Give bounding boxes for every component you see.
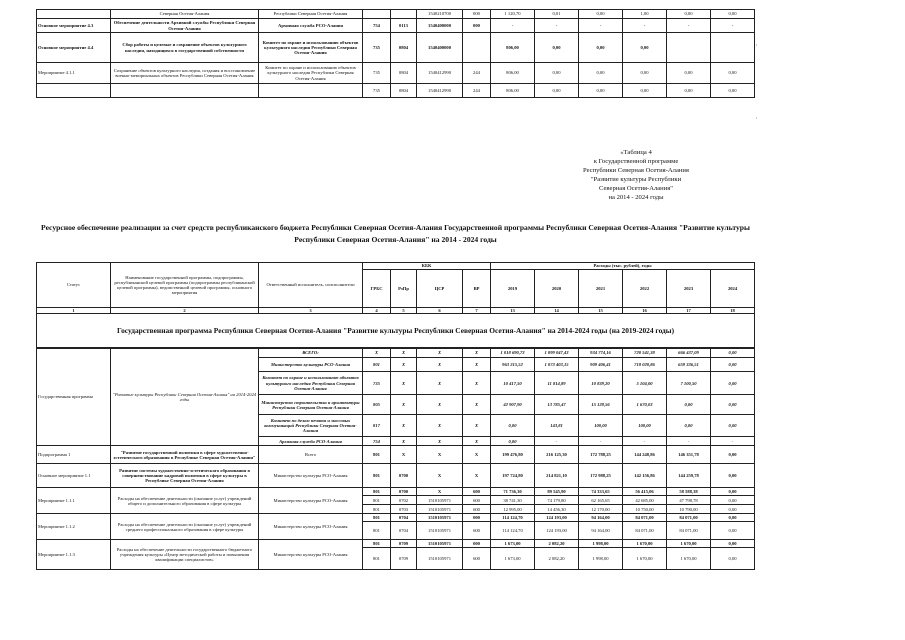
document-title: Ресурсное обеспечение реализации за счет средств республиканского бюджета Республики Северная Осетия-Алания Государственной программы Республики Северная Осетия-Алания "Развитие культуры Республики Северная Осетия-Алания" на 2014 - 2024 годы <box>41 223 750 244</box>
column-number: 6 <box>417 308 463 314</box>
table-cell: 11 814,89 <box>535 372 579 395</box>
table-cell: 1 120,70 <box>491 10 535 19</box>
column-number: 15 <box>579 308 623 314</box>
table-cell: Х <box>463 348 491 358</box>
table-cell: 47 798,78 <box>667 496 711 505</box>
table-cell: 801 <box>363 496 391 505</box>
header-year: 2022 <box>623 270 667 308</box>
table-cell: 1 099 047,43 <box>535 348 579 358</box>
table-cell: 1540400000 <box>417 33 463 63</box>
table-cell: 0,00 <box>711 372 755 395</box>
table-cell: 10 417,50 <box>491 372 535 395</box>
table-cell: 934 774,16 <box>579 348 623 358</box>
table-cell <box>667 33 711 63</box>
subprogram-row <box>37 446 755 464</box>
executor-cell: ВСЕГО: <box>259 348 363 358</box>
activity-name: Расходы на обеспечение деятельности государственного бюджетного учреждения культуры «Центр методической работы и повышения квалификации специалистов» <box>111 540 259 570</box>
table-cell: 1540412990 <box>417 63 463 84</box>
table-cell: 172 788,25 <box>579 446 623 464</box>
table-cell: Х <box>417 464 463 488</box>
table-cell: 7 100,50 <box>667 372 711 395</box>
table-cell: 74 333,65 <box>579 488 623 496</box>
table-cell: 1510105971 <box>417 496 463 505</box>
table-cell: 0,00 <box>623 63 667 84</box>
table-cell: 0,00 <box>711 464 755 488</box>
table-cell: Министерство культуры РСО-Алания <box>259 464 363 488</box>
executor-cell: Министерство культуры РСО-Алания <box>259 358 363 372</box>
table-cell: 0,00 <box>535 33 579 63</box>
table-cell: 0,00 <box>667 63 711 84</box>
table-cell: Основное мероприятие 4.3 <box>37 19 111 33</box>
table-cell: Х <box>463 464 491 488</box>
table-cell: 0,00 <box>711 496 755 505</box>
table-cell: 600 <box>463 548 491 570</box>
caption-line: "Развитие культуры Республики <box>590 176 682 183</box>
table-cell <box>711 33 758 63</box>
table-cell: Х <box>463 358 491 372</box>
table-cell: 0804 <box>391 63 417 84</box>
program-heading-row <box>37 314 755 348</box>
header-year: 2023 <box>667 270 711 308</box>
table-cell: 1,00 <box>623 10 667 19</box>
table-cell: 817 <box>363 415 391 437</box>
table-cell: 0,01 <box>535 10 579 19</box>
table-cell: Х <box>417 488 463 496</box>
table-cell: 58 588,38 <box>667 488 711 496</box>
table-cell: 1 673,00 <box>491 540 535 548</box>
table-cell: 0,00 <box>711 358 755 372</box>
top-table-body <box>37 10 758 98</box>
table-cell: Х <box>391 395 417 415</box>
table-cell: 10 750,00 <box>623 505 667 514</box>
header-grbs: ГРБС <box>363 270 391 308</box>
table-cell: 199 476,80 <box>491 446 535 464</box>
table-cell: 5 104,00 <box>623 372 667 395</box>
table-cell: 114 124,70 <box>491 522 535 540</box>
table-cell: 666 437,09 <box>667 348 711 358</box>
table-cell: 000 <box>463 10 491 19</box>
top-table-row <box>37 63 755 84</box>
activity-status: Мероприятие 1.1.1 <box>37 488 111 514</box>
column-number: 2 <box>111 308 259 314</box>
table-cell: Х <box>417 372 463 395</box>
table-cell: - <box>711 19 755 33</box>
table-cell: "Развитие государственной политики в сфере художественно-эстетического образования в Республике Северная Осетия-Алания" <box>111 446 259 464</box>
table-cell: Х <box>391 446 417 464</box>
table-cell: 38 741,30 <box>491 496 535 505</box>
activity-executor: Министерство культуры РСО-Алания <box>259 540 363 570</box>
table-cell: Основное мероприятие 4.4 <box>37 33 111 63</box>
table-cell: 2 082,20 <box>535 540 579 548</box>
header-status: Статус <box>37 263 111 308</box>
table-cell: Х <box>391 372 417 395</box>
table-cell: 600 <box>463 496 491 505</box>
table-cell: 62 165,65 <box>579 496 623 505</box>
table-cell: 10 790,00 <box>667 505 711 514</box>
executor-cell: Архивная служба РСО-Алания <box>259 437 363 446</box>
table-cell: 963 215,52 <box>491 358 535 372</box>
table-cell: - <box>667 19 711 33</box>
activity-name: Расходы на обеспечение деятельности (оказание услуг) учреждений среднего профессионального образования в сфере культуры <box>111 514 259 540</box>
table-cell: 0700 <box>391 488 417 496</box>
table-cell: 1510105971 <box>417 522 463 540</box>
program-status: Государственная программа <box>37 348 111 446</box>
header-rzpr: РзПр <box>391 270 417 308</box>
table-cell: 0,00 <box>667 10 711 19</box>
table-cell: 600 <box>463 522 491 540</box>
table-cell: Х <box>417 415 463 437</box>
caption-line: Республики Северная Осетия-Алания <box>583 167 689 174</box>
header-year: 2020 <box>535 270 579 308</box>
table-cell: Всего <box>259 446 363 464</box>
table-cell: 1 670,00 <box>623 548 667 570</box>
table-cell: 0,00 <box>667 415 711 437</box>
table-cell: 000 <box>463 19 491 33</box>
table-cell: 000 <box>463 540 491 548</box>
table-cell: 146 351,78 <box>667 446 711 464</box>
table-cell: 100,00 <box>579 415 623 437</box>
table-cell: 0,00 <box>579 63 623 84</box>
activity-row <box>37 488 755 496</box>
header-year: 2021 <box>579 270 623 308</box>
table-cell: 144 248,86 <box>623 446 667 464</box>
table-cell: 1 018 690,73 <box>491 348 535 358</box>
table-cell: Мероприятие 4.1.1 <box>37 63 111 84</box>
table-cell: 42 907,90 <box>491 395 535 415</box>
table-cell: 735 <box>363 372 391 395</box>
table-cell: 600 <box>463 505 491 514</box>
edge-mark: , <box>756 42 758 47</box>
table-cell: 801 <box>363 358 391 372</box>
table-cell: 0,00 <box>711 540 755 548</box>
table-cell: 84 071,00 <box>667 514 711 522</box>
table-cell: 1540412990 <box>417 84 463 98</box>
table-cell: 172 988,25 <box>579 464 623 488</box>
table-cell: 659 336,51 <box>667 358 711 372</box>
table-cell: 735 <box>363 33 391 63</box>
table-cell: Сохранение объектов культурного наследия, создания и восстановление военно-мемориальных объектов Республики Северная Осетия-Алания <box>111 63 259 84</box>
table-cell: 754 <box>363 19 391 33</box>
table-cell: 244 <box>463 63 491 84</box>
top-table-row <box>37 84 755 98</box>
table-cell: 0704 <box>391 522 417 540</box>
table-cell: 000 <box>463 514 491 522</box>
table-cell: 0,00 <box>579 10 623 19</box>
table-cell: 1 673,00 <box>491 548 535 570</box>
program-name: "Развитие культуры Республики Северная Осетия-Алания" на 2014-2024 годы <box>111 348 259 446</box>
table-cell <box>391 10 417 19</box>
table-cell: 1510105971 <box>417 548 463 570</box>
caption-line: на 2014 - 2024 годы <box>608 194 664 201</box>
table-cell: 0,00 <box>711 395 755 415</box>
table-cell: 754 <box>363 437 391 446</box>
activity-row <box>37 540 755 548</box>
column-number: 17 <box>667 308 711 314</box>
table-cell: 0,00 <box>579 84 623 98</box>
header-csr: ЦСР <box>417 270 463 308</box>
table-cell: 84 071,00 <box>623 514 667 522</box>
table-cell: 244 <box>463 84 491 98</box>
table-cell: 214 821,10 <box>535 464 579 488</box>
header-name: Наименование государственной программы, подпрограммы, республиканской целевой программы (подпрограммы республиканской целевой программы), ведомственной целевой программы, основного мероприятия <box>111 263 259 308</box>
resource-table <box>36 262 755 570</box>
table-cell: 0709 <box>391 548 417 570</box>
table-cell <box>363 10 391 19</box>
caption-line: Северная Осетия-Алания" <box>599 185 673 192</box>
column-number: 7 <box>463 308 491 314</box>
table-cell: 735 <box>363 63 391 84</box>
executor-cell: Комитет по охране и использованию объектов культурного наследия Республики Северная Осетия-Алания <box>259 372 363 395</box>
table-cell: Развитие системы художественно-эстетического образования в совершенствование кадровой политики в сфере культуры в Республике Северная Осетия-Алания <box>111 464 259 488</box>
table-cell: 0,00 <box>711 514 755 522</box>
table-cell: - <box>535 437 579 446</box>
table-cell: 600 <box>463 488 491 496</box>
table-cell: Х <box>391 437 417 446</box>
table-cell <box>111 84 259 98</box>
table-cell: Х <box>463 437 491 446</box>
table-cell: 71 736,30 <box>491 488 535 496</box>
table-cell: Х <box>417 446 463 464</box>
table-cell: 0,00 <box>667 395 711 415</box>
table-cell: 15 128,56 <box>579 395 623 415</box>
table-cell <box>37 84 111 98</box>
column-number: 16 <box>623 308 667 314</box>
table-cell: 1 998,00 <box>579 548 623 570</box>
column-number: 18 <box>711 308 755 314</box>
activity-status: Мероприятие 1.1.2 <box>37 514 111 540</box>
table-cell: 801 <box>363 446 391 464</box>
table-cell: 1 670,00 <box>667 540 711 548</box>
table-cell: 142 156,86 <box>623 464 667 488</box>
table-cell: 0709 <box>391 540 417 548</box>
table-cell: 100,00 <box>623 415 667 437</box>
table-cell: - <box>711 437 755 446</box>
column-number: 4 <box>363 308 391 314</box>
table-cell: 143,81 <box>535 415 579 437</box>
table-cell: 56 415,06 <box>623 488 667 496</box>
table-cell <box>463 33 491 63</box>
activity-name: Расходы на обеспечение деятельности (оказание услуг) учреждений общего и дополнительного образования в сфере культуры <box>111 488 259 514</box>
table-cell: 94 164,00 <box>579 514 623 522</box>
table-cell: Х <box>391 358 417 372</box>
table-cell: 1 998,00 <box>579 540 623 548</box>
table-cell: 2 082,20 <box>535 548 579 570</box>
table-cell: 0,00 <box>711 548 755 570</box>
table-cell: 0804 <box>391 33 417 63</box>
table-cell: 0,00 <box>667 84 711 98</box>
table-cell: 801 <box>363 540 391 548</box>
table-cell: 0,00 <box>711 446 755 464</box>
table-cell: 0,00 <box>711 348 755 358</box>
table-cell: 1540210700 <box>417 10 463 19</box>
table-cell: 12 170,00 <box>579 505 623 514</box>
column-number: 14 <box>535 308 579 314</box>
table-cell: 124 193,00 <box>535 514 579 522</box>
table-cell: Х <box>417 437 463 446</box>
table-cell: 801 <box>363 488 391 496</box>
table-cell: 909 406,41 <box>579 358 623 372</box>
top-table-row <box>37 19 755 33</box>
table-cell: 806,00 <box>491 33 535 63</box>
executor-cell: Комитет по делам печати и массовых коммуникаций Республики Северная Осетия-Алания <box>259 415 363 437</box>
table-cell: 12 995,00 <box>491 505 535 514</box>
header-executor: Ответственный исполнитель, соисполнители <box>259 263 363 308</box>
activity-status: Мероприятие 1.1.3 <box>37 540 111 570</box>
table-cell: 42 685,00 <box>623 496 667 505</box>
program-row <box>37 348 755 358</box>
table-cell: - <box>623 19 667 33</box>
table-cell: 1510105971 <box>417 514 463 522</box>
table-cell: 0704 <box>391 514 417 522</box>
caption-line: к Государственной программе <box>593 158 679 165</box>
table-cell: 1 073 403,15 <box>535 358 579 372</box>
table-cell: 0113 <box>391 19 417 33</box>
table-caption <box>556 148 716 202</box>
table-cell: 0,00 <box>491 437 535 446</box>
header-year: 2024 <box>711 270 755 308</box>
table-cell: - <box>667 437 711 446</box>
table-cell: Архивная служба РСО-Алания <box>259 19 363 33</box>
table-cell: - <box>579 437 623 446</box>
table-cell: 1510105971 <box>417 540 463 548</box>
table-cell: Х <box>363 348 391 358</box>
table-cell: 216 125,30 <box>535 446 579 464</box>
table-cell: 1 670,00 <box>623 540 667 548</box>
top-table-row <box>37 10 755 19</box>
table-cell: Комитет по охране и использованию объектов культурного наследия Республики Северная Осетия-Алания <box>259 33 363 63</box>
table-cell: 0700 <box>391 464 417 488</box>
table-cell: 801 <box>363 522 391 540</box>
column-number: 3 <box>259 308 363 314</box>
edge-mark: , <box>756 115 758 120</box>
table-cell: 84 071,00 <box>667 522 711 540</box>
subprogram-row <box>37 464 755 488</box>
table-cell: 1 670,03 <box>623 395 667 415</box>
table-cell: Х <box>463 395 491 415</box>
table-cell: 0,00 <box>711 63 755 84</box>
table-cell: 0,00 <box>491 415 535 437</box>
header-row <box>37 263 755 270</box>
table-cell: 801 <box>363 505 391 514</box>
table-cell: - <box>623 437 667 446</box>
caption-line: «Таблица 4 <box>620 149 652 156</box>
resource-table-body <box>37 263 755 570</box>
table-cell: 0,00 <box>711 488 755 496</box>
table-cell: 0804 <box>391 84 417 98</box>
activity-row <box>37 514 755 522</box>
table-cell: 114 124,70 <box>491 514 535 522</box>
table-cell: 735 <box>363 84 391 98</box>
table-cell: Обеспечение деятельности Архивной службы Республики Северная Осетия-Алания <box>111 19 259 33</box>
table-cell <box>259 84 363 98</box>
table-cell: 0,00 <box>535 63 579 84</box>
table-cell: 0,00 <box>623 33 667 63</box>
table-cell: 197 724,80 <box>491 464 535 488</box>
table-cell: 806,00 <box>491 63 535 84</box>
table-cell: Х <box>417 358 463 372</box>
table-cell: 0,00 <box>711 10 755 19</box>
header-vr: ВР <box>463 270 491 308</box>
table-cell: 10 839,20 <box>579 372 623 395</box>
table-cell: 0,00 <box>711 522 755 540</box>
table-cell: 0,00 <box>711 505 755 514</box>
table-cell: 718 020,86 <box>623 358 667 372</box>
table-cell: 806,00 <box>491 84 535 98</box>
table-cell: 1540400000 <box>417 19 463 33</box>
row-status: Подпрограмма 1 <box>37 446 111 464</box>
table-cell: 14 456,30 <box>535 505 579 514</box>
table-cell: 720 541,38 <box>623 348 667 358</box>
table-cell: Х <box>463 372 491 395</box>
table-cell: 94 164,00 <box>579 522 623 540</box>
table-cell <box>37 10 111 19</box>
table-cell: Х <box>391 415 417 437</box>
table-cell: 0702 <box>391 496 417 505</box>
table-cell: Северная Осетия-Алания <box>111 10 259 19</box>
table-cell: 84 071,00 <box>623 522 667 540</box>
table-cell: Х <box>463 446 491 464</box>
table-cell: Х <box>463 415 491 437</box>
row-status: Основное мероприятие 1.1 <box>37 464 111 488</box>
table-cell: - <box>579 19 623 33</box>
table-cell: 0,00 <box>623 84 667 98</box>
table-cell: 1 670,00 <box>667 548 711 570</box>
table-cell: Х <box>417 348 463 358</box>
table-cell: 89 545,90 <box>535 488 579 496</box>
activity-executor: Министерство культуры РСО-Алания <box>259 488 363 514</box>
header-year: 2019 <box>491 270 535 308</box>
table-cell: 801 <box>363 548 391 570</box>
header-expenses: Расходы (тыс. рублей), годы <box>491 263 755 270</box>
table-cell: 801 <box>363 514 391 522</box>
table-cell: 144 259,78 <box>667 464 711 488</box>
table-cell: 0,00 <box>711 415 755 437</box>
table-cell: 0,00 <box>535 84 579 98</box>
table-cell: 1510105971 <box>417 505 463 514</box>
activity-executor: Министерство культуры РСО-Алания <box>259 514 363 540</box>
program-heading: Государственная программа Республики Северная Осетия-Алания "Развитие культуры Республики Северная Осетия-Алания" на 2014-2024 годы (на 2019-2024 годы) <box>37 314 755 348</box>
column-number: 1 <box>37 308 111 314</box>
table-cell: Х <box>417 395 463 415</box>
table-cell: Комитет по охране и использованию объектов культурного наследия Республики Северная Осетия-Алания <box>259 63 363 84</box>
table-cell: 74 179,80 <box>535 496 579 505</box>
table-cell: 0703 <box>391 505 417 514</box>
executor-cell: Министерство строительства и архитектуры Республики Северная Осетия-Алания <box>259 395 363 415</box>
table-cell: Сбор работы и целевые и сохранение объектов культурного наследия, находящихся в государственной собственности <box>111 33 259 63</box>
table-cell: 0,00 <box>579 33 623 63</box>
table-cell: 801 <box>363 464 391 488</box>
top-table <box>36 9 758 98</box>
table-cell: - <box>535 19 579 33</box>
table-cell: 805 <box>363 395 391 415</box>
table-cell: Республики Северная Осетия-Алания <box>259 10 363 19</box>
column-number: 5 <box>391 308 417 314</box>
table-cell: 124 193,00 <box>535 522 579 540</box>
top-table-row <box>37 33 755 63</box>
column-number: 13 <box>491 308 535 314</box>
table-cell: Х <box>391 348 417 358</box>
table-cell: 13 785,47 <box>535 395 579 415</box>
table-cell: - <box>491 19 535 33</box>
table-cell: 0,00 <box>711 84 755 98</box>
header-kbk: КБК <box>363 263 491 270</box>
